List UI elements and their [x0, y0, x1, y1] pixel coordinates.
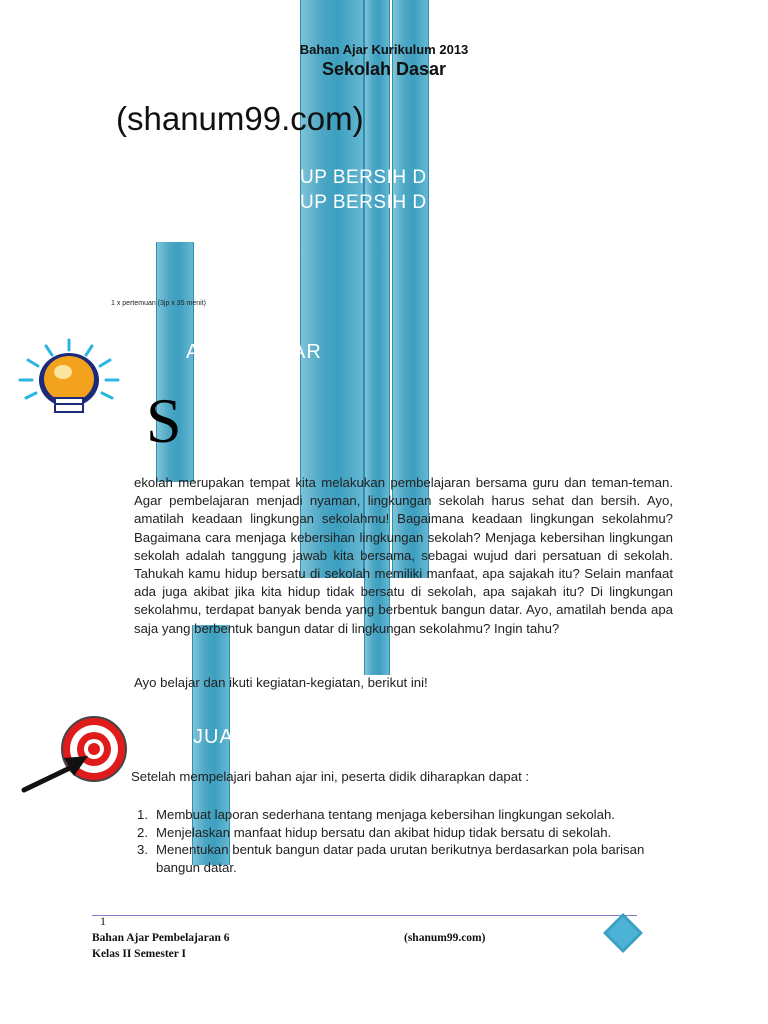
list-item [126, 824, 673, 842]
footer-divider [92, 915, 637, 916]
list-item-text: Membuat laporan sederhana tentang menjaga kebersihan lingkungan sekolah. [156, 807, 615, 822]
site-watermark-text: (shanum99.com) [116, 100, 364, 137]
list-item [126, 841, 673, 876]
intro-paragraph: ekolah merupakan tempat kita melakukan pembelajaran bersama guru dan teman-teman. Agar pembelajaran menjadi nyaman, lingkungan sekolah harus sehat dan bersih. Ayo, amatilah keadaan lingkungan sekolahmu! Bagaimana keadaan lingkungan sekolahmu? Bagaimana cara menjaga kebersihan lingkungan sekolah? Menjaga kebersihan lingkungan sekolah adalah tanggung jawab kita bersama, sebagai wujud dari persatuan di sekolah. Tahukah kamu hidup bersatu di sekolah memiliki manfaat, apa sajakah itu? Selain manfaat ada juga akibat jika kita hidup tidak bersatu di sekolah, apa sajakah itu? Di lingkungan sekolahmu, terdapat banyak benda yang berbentuk bangun datar. Ayo, amatilah benda apa saja yang berbentuk bangun datar di lingkungan sekolahmu? Ingin tahu? [134, 475, 673, 636]
list-item-text: Menentukan bentuk bangun datar pada urutan berikutnya berdasarkan pola barisan bangun datar. [156, 842, 645, 875]
list-item-number: 3. [137, 842, 148, 857]
goals-list [126, 806, 673, 876]
page-number: 1 [100, 914, 106, 928]
drop-cap: S [146, 385, 182, 456]
goals-intro: Setelah mempelajari bahan ajar ini, peserta didik diharapkan dapat : [131, 769, 530, 784]
banner-title-line2: UP BERSIH D [300, 192, 427, 213]
curriculum-title: Bahan Ajar Kurikulum 2013 [299, 42, 469, 57]
list-item-number: 2. [137, 824, 148, 840]
lightbulb-icon [16, 338, 122, 414]
meeting-duration: 1 x pertemuan (3jp x 35 menit) [111, 300, 206, 307]
school-level-title: Sekolah Dasar [321, 59, 447, 79]
activity-invitation: Ayo belajar dan ikuti kegiatan-kegiatan, berikut ini! [134, 675, 428, 690]
diamond-icon [602, 912, 644, 954]
list-item-number: 1. [137, 807, 148, 822]
arrow-icon [20, 748, 92, 794]
goals-heading: JUA [193, 726, 234, 748]
footer-site: (shanum99.com) [404, 932, 486, 944]
footer-title: Bahan Ajar Pembelajaran 6 [92, 932, 230, 944]
introduction-heading: A NTAR [186, 341, 322, 363]
footer-class: Kelas II Semester I [92, 948, 187, 960]
list-item [126, 806, 673, 824]
list-item-text: Menjelaskan manfaat hidup bersatu dan akibat hidup tidak bersatu di sekolah. [156, 824, 612, 840]
banner-title-line1: UP BERSIH D [300, 167, 427, 188]
